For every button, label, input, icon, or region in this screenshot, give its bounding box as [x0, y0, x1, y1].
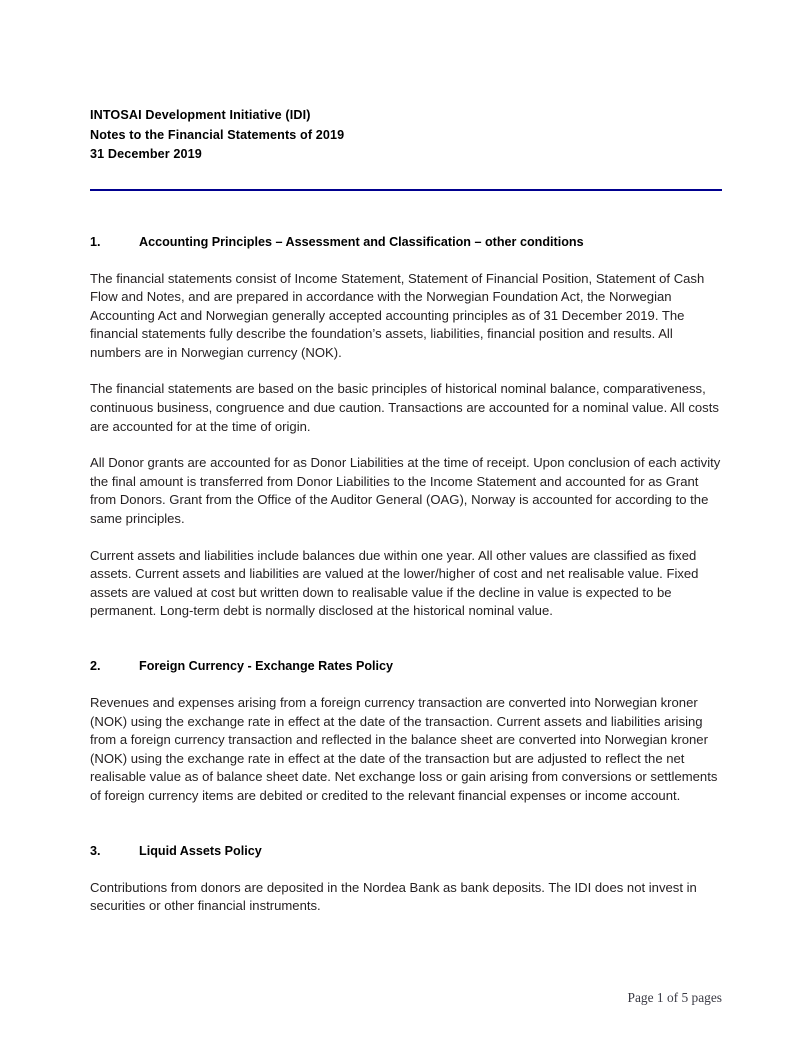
spacer [90, 362, 722, 380]
section-heading-1 [90, 233, 722, 251]
paragraph: Current assets and liabilities include balances due within one year. All other values are classified as fixed assets. Current assets and liabilities are valued at the lower/higher of cost and net realisable value. Fixed assets are valued at cost but written down to realisable value if the decline in value is expected to be permanent. Long-term debt is normally disclosed at the historical nominal value. [90, 547, 699, 619]
spacer [90, 191, 722, 233]
section-heading-2 [90, 657, 722, 675]
section-title-2: Foreign Currency - Exchange Rates Policy [139, 659, 394, 673]
paragraph: All Donor grants are accounted for as Donor Liabilities at the time of receipt. Upon conclusion of each activity the final amount is transferred from Donor Liabilities to the Income Statement and accounted for as Grant from Donors. Grant from the Office of the Auditor General (OAG), Norway is accounted for according to the same principles. [90, 455, 721, 527]
header-organisation: INTOSAI Development Initiative (IDI) [90, 108, 311, 122]
document-header [90, 106, 722, 165]
spacer [90, 251, 722, 270]
spacer [90, 806, 722, 842]
document-body [90, 106, 722, 916]
paragraph: The financial statements consist of Income Statement, Statement of Financial Position, Statement of Cash Flow and Notes, and are prepared in accordance with the Norwegian Foundation Act, the Norwegian Accounting Act and Norwegian generally accepted accounting principles as of 31 December 2019. The financial statements fully describe the foundation’s assets, liabilities, financial position and results. All numbers are in Norwegian currency (NOK). [90, 270, 705, 360]
page-footer: Page 1 of 5 pages [627, 990, 722, 1005]
spacer [90, 621, 722, 657]
section-number-2: 2. [90, 659, 101, 673]
header-document-title: Notes to the Financial Statements of 2019 [90, 127, 345, 142]
paragraph: Contributions from donors are deposited in the Nordea Bank as bank deposits. The IDI does not invest in securities or other financial instruments. [90, 879, 697, 914]
spacer [90, 860, 722, 879]
paragraph: Revenues and expenses arising from a foreign currency transaction are converted into Norwegian kroner (NOK) using the exchange rate in effect at the date of the transaction. Current assets and liabilities arising from a foreign currency transaction and reflected in the balance sheet are converted into Norwegian kroner (NOK) using the exchange rate in effect at the date of the transaction but are adjusted to reflect the net realisable value as of balance sheet date. Net exchange loss or gain arising from conversions or settlements of foreign currency items are debited or credited to the relevant financial expenses or income account. [90, 695, 718, 803]
section-heading-3 [90, 842, 722, 860]
section-title-1: Accounting Principles – Assessment and Classification – other conditions [139, 234, 584, 249]
spacer [90, 529, 722, 547]
spacer [90, 436, 722, 454]
header-date: 31 December 2019 [90, 147, 202, 161]
section-number-3: 3. [90, 843, 101, 858]
section-number-1: 1. [90, 234, 101, 249]
section-title-3: Liquid Assets Policy [139, 843, 262, 858]
spacer [90, 675, 722, 694]
paragraph: The financial statements are based on the basic principles of historical nominal balance, comparativeness, continuous business, congruence and due caution. Transactions are accounted for a nominal value. All costs are accounted for at the time of origin. [90, 381, 719, 434]
